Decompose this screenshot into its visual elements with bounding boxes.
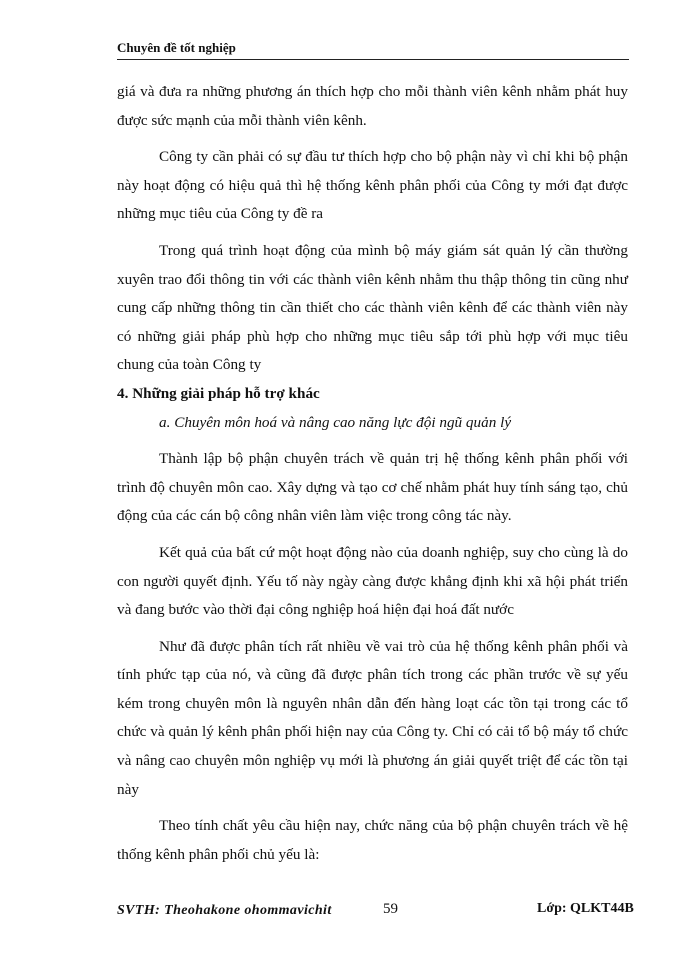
paragraph: giá và đưa ra những phương án thích hợp cho mỗi thành viên kênh nhằm phát huy được sức mạnh của mỗi thành viên kênh. <box>117 83 628 129</box>
class-label: Lớp: QLKT44B <box>537 901 634 916</box>
paragraph: Như đã được phân tích rất nhiều về vai trò của hệ thống kênh phân phối và tính phức tạp của nó, và cũng đã được phân tích trong các phần trước về sự yếu kém trong chuyên môn là nguyên nhân dẫn đến hàng loạt các tồn tại trong các tổ chức và quản lý kênh phân phối hiện nay của Công ty. Chỉ có cải tổ bộ máy tổ chức và nâng cao chuyên môn nghiệp vụ mới là phương án giải quyết triệt để các tồn tại này <box>117 637 628 798</box>
page-footer <box>117 901 637 927</box>
paragraph: Kết quả của bất cứ một hoạt động nào của doanh nghiệp, suy cho cùng là do con người quyết định. Yếu tố này ngày càng được khẳng định khi xã hội phát triển và đang bước vào thời đại công nghiệp hoá hiện đại hoá đất nước <box>117 543 628 619</box>
page-header <box>117 40 629 60</box>
paragraph: Theo tính chất yêu cầu hiện nay, chức năng của bộ phận chuyên trách về hệ thống kênh phân phối chủ yếu là: <box>117 817 628 863</box>
paragraph: Trong quá trình hoạt động của mình bộ máy giám sát quản lý cần thường xuyên trao đổi thông tin với các thành viên kênh nhằm thu thập thông tin cũng như cung cấp những thông tin cần thiết cho các thành viên kênh để các thành viên này có những giải pháp phù hợp cho những mục tiêu sắp tới phù hợp với mục tiêu chung của toàn Công ty <box>117 241 628 374</box>
page-body <box>117 78 628 869</box>
subsection-heading: a. Chuyên môn hoá và nâng cao năng lực đội ngũ quản lý <box>159 413 512 431</box>
paragraph: Thành lập bộ phận chuyên trách về quản trị hệ thống kênh phân phối với trình độ chuyên môn cao. Xây dựng và tạo cơ chế nhằm phát huy tính sáng tạo, chủ động của các cán bộ công nhân viên làm việc trong công tác này. <box>117 450 628 525</box>
author-line: SVTH: Theohakone ohommavichit <box>117 903 332 918</box>
page-number: 59 <box>383 901 398 917</box>
header-title: Chuyên đề tốt nghiệp <box>117 40 236 55</box>
paragraph: Công ty cần phải có sự đầu tư thích hợp cho bộ phận này vì chỉ khi bộ phận này hoạt động có hiệu quả thì hệ thống kênh phân phối của Công ty mới đạt được những mục tiêu của Công ty đề ra <box>117 148 628 223</box>
section-heading: 4. Những giải pháp hỗ trợ khác <box>117 384 320 402</box>
